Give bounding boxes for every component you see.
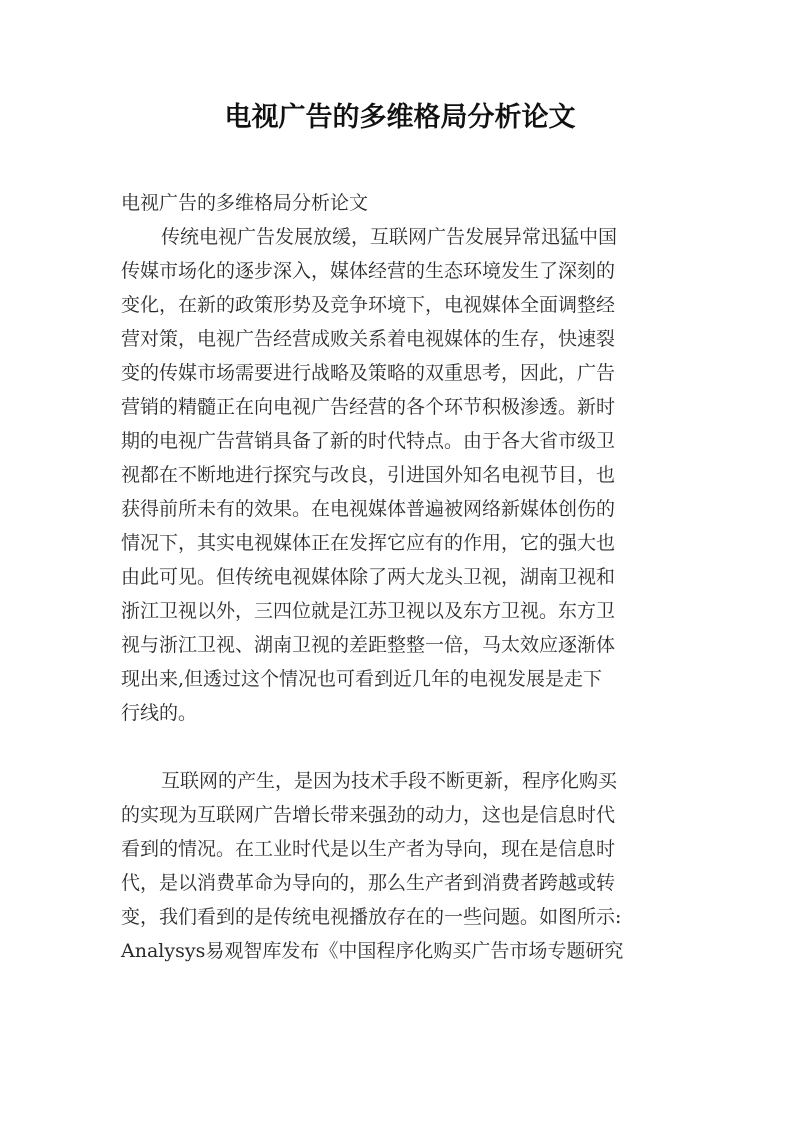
paragraph-line: 获得前所未有的效果。在电视媒体普遍被网络新媒体创伤的 (121, 498, 616, 520)
paragraph-line: 看到的情况。在工业时代是以生产者为导向，现在是信息时 (121, 838, 616, 860)
document-subtitle: 电视广告的多维格局分析论文 (121, 192, 369, 214)
paragraph-line: 视都在不断地进行探究与改良，引进国外知名电视节目，也 (121, 464, 616, 486)
page-title: 电视广告的多维格局分析论文 (224, 102, 576, 133)
paragraph-line: 现出来,但透过这个情况也可看到近几年的电视发展是走下 (121, 668, 603, 690)
paragraph-2 (121, 764, 681, 1064)
paragraph-line: 浙江卫视以外，三四位就是江苏卫视以及东方卫视。东方卫 (121, 600, 616, 622)
paragraph-line: 情况下，其实电视媒体正在发挥它应有的作用，它的强大也 (121, 532, 616, 554)
paragraph-line: 传统电视广告发展放缓，互联网广告发展异常迅猛中国 (161, 226, 618, 248)
paragraph-line: 期的电视广告营销具备了新的时代特点。由于各大省市级卫 (121, 430, 616, 452)
paragraph-line: 代，是以消费革命为导向的，那么生产者到消费者跨越或转 (121, 872, 616, 894)
paragraph-line: 由此可见。但传统电视媒体除了两大龙头卫视，湖南卫视和 (121, 566, 616, 588)
paragraph-line: 互联网的产生，是因为技术手段不断更新，程序化购买 (161, 770, 618, 792)
paragraph-1 (121, 220, 681, 764)
paragraph-line: 传媒市场化的逐步深入，媒体经营的生态环境发生了深刻的 (121, 260, 616, 282)
paragraph-line: 变的传媒市场需要进行战略及策略的双重思考，因此，广告 (121, 362, 616, 384)
paragraph-line: 视与浙江卫视、湖南卫视的差距整整一倍，马太效应逐渐体 (121, 634, 616, 656)
paragraph-line: 的实现为互联网广告增长带来强劲的动力，这也是信息时代 (121, 804, 616, 826)
paragraph-line: 变，我们看到的是传统电视播放存在的一些问题。如图所示: (121, 906, 622, 928)
paragraph-line: 行线的。 (121, 702, 198, 724)
paragraph-line: 变化，在新的政策形势及竞争环境下，电视媒体全面调整经 (121, 294, 616, 316)
paragraph-line: Analysys易观智库发布《中国程序化购买广告市场专题研究 (121, 940, 624, 962)
paragraph-line: 营销的精髓正在向电视广告经营的各个环节积极渗透。新时 (121, 396, 616, 418)
paragraph-line: 营对策，电视广告经营成败关系着电视媒体的生存，快速裂 (121, 328, 616, 350)
